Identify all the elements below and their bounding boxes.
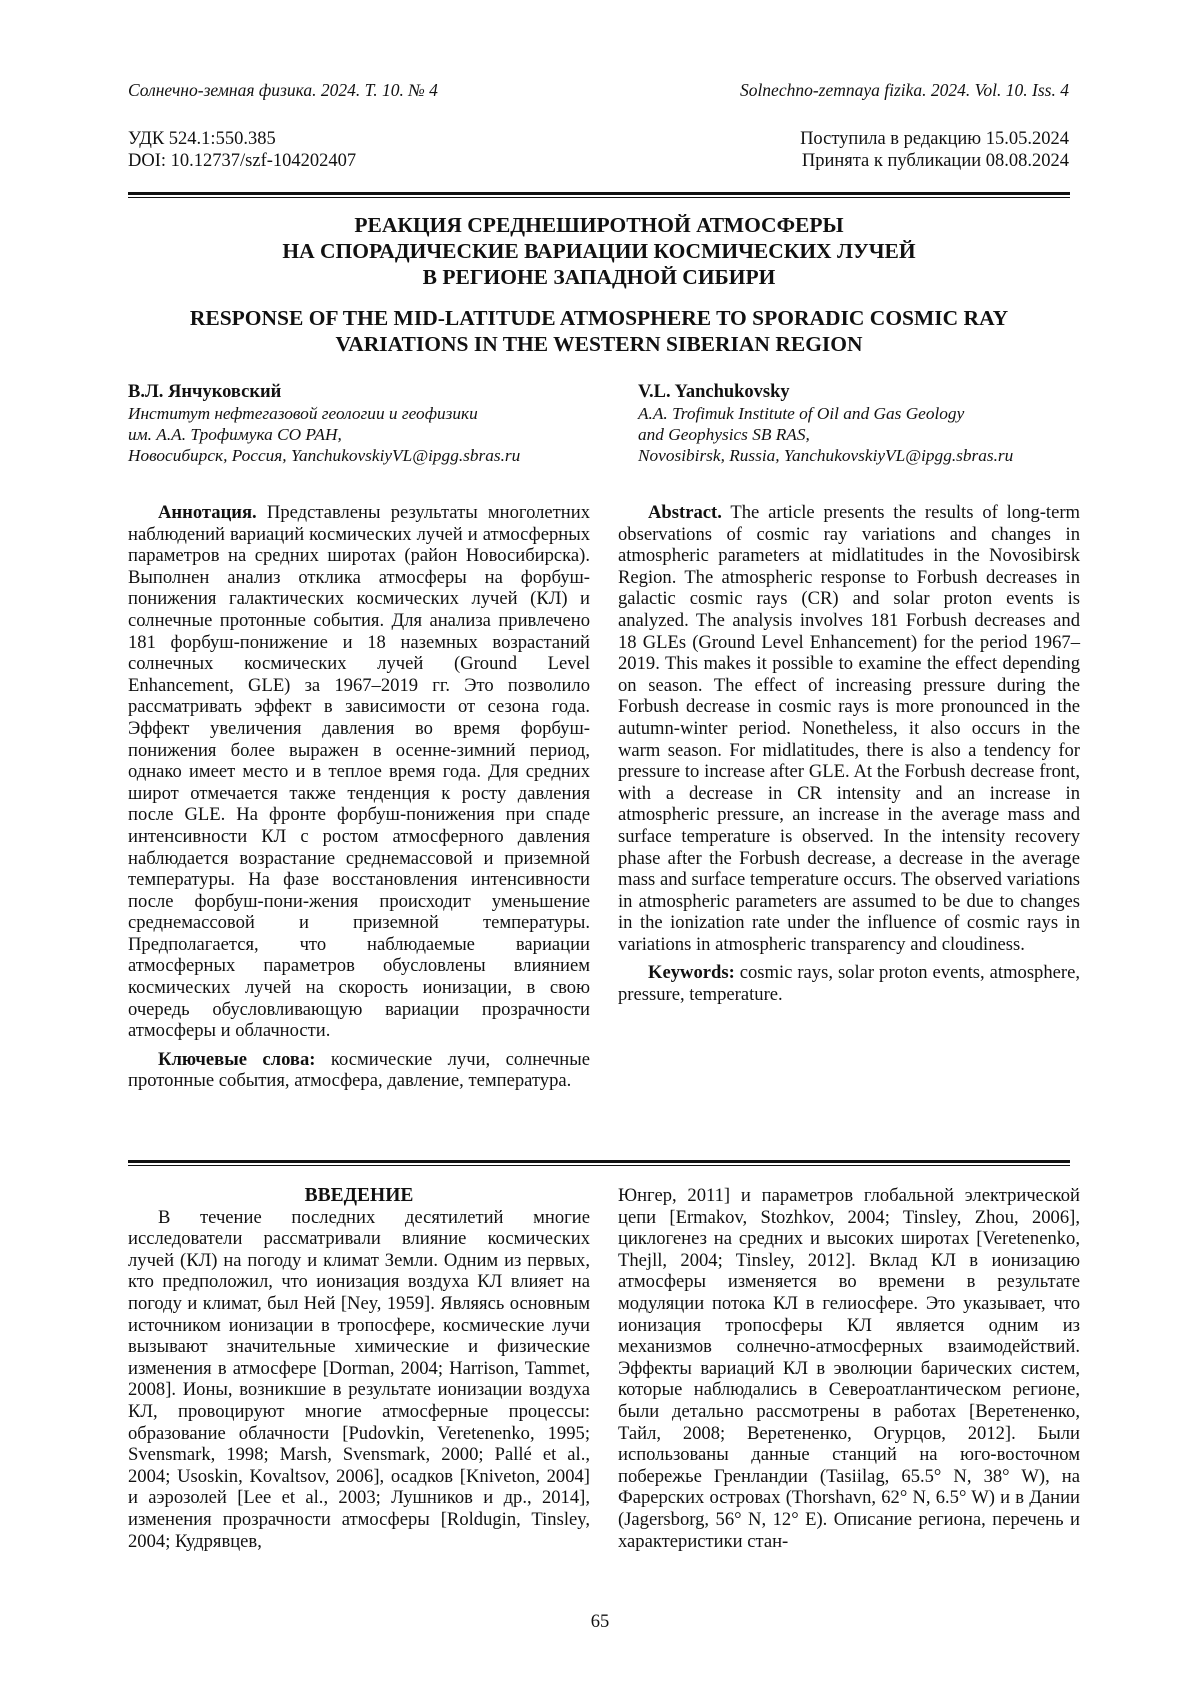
mid-rule-thin (128, 1165, 1070, 1166)
intro-paragraph: В течение последних десятилетий многие исследователи рассматривали влияние космических лучей (КЛ) на погоду и климат Земли. Одним из первых, кто предположил, что ионизация воздуха КЛ влияет на погоду и климат, был Ней [Ney, 1959]. Являясь основным источником ионизации в тропосфере, космические лучи вызывают значительные химические и физические изменения в атмосфере [Dorman, 2004; Harrison, Tammet, 2008]. Ионы, возникшие в результате ионизации воздуха КЛ, провоцируют многие атмосферные процессы: образование облачности [Pudovkin, Veretenenko, 1995; Svensmark, 1998; Marsh, Svensmark, 2000; Pallé et al., 2004; Usoskin, Kovaltsov, 2006], осадков [Kniveton, 2004] и аэрозолей [Lee et al., 2003; Лушников и др., 2014], изменения прозрачности атмосферы [Roldugin, Tinsley, 2004; Кудрявцев, (128, 1206, 590, 1552)
keywords-en-label: Keywords: (648, 962, 735, 984)
title-ru (128, 212, 1070, 290)
author-name-ru: В.Л. Янчуковский (128, 382, 282, 402)
accepted-date: Принята к публикации 08.08.2024 (801, 151, 1069, 171)
abstract-ru-text: Представлены результаты многолетних наблюдений вариаций космических лучей и атмосферных параметров на средних широтах (район Новосибирска). Выполнен анализ отклика атмосферы на форбуш-понижения галактических космических лучей (КЛ) и солнечные протонные события. Для анализа привлечено 181 форбуш-понижение и 18 наземных возрастаний солнечных космических лучей (Ground Level Enhancement, GLE) за 1967–2019 гг. Это позволило рассматривать эффект в зависимости от сезона года. Эффект увеличения давления во время форбуш-понижения более выражен в осенне-зимний период, однако имеет место и в теплое время года. Для средних широт отмечается также тенденция к росту давления после GLE. На фронте форбуш-понижения при спаде интенсивности КЛ с ростом атмосферного давления наблюдается возрастание среднемассовой и приземной температуры. На фазе восстановления интенсивности после форбуш-пони-жения происходит уменьшение среднемассовой и приземной температуры. Предполагается, что наблюдаемые вариации атмосферных параметров обусловлены влиянием космических лучей на скорость ионизации, в свою очередь обусловливающую вариации прозрачности атмосферы и облачности. (128, 502, 590, 1042)
abstract-en-text: The article presents the results of long-term observations of cosmic ray variations and changes in atmospheric parameters at midlatitudes in the Novosibirsk Region. The atmospheric response to Forbush decreases in galactic cosmic rays (CR) and solar proton events is analyzed. The analysis involves 181 Forbush decreases and 18 GLEs (Ground Level Enhancement) for the period 1967–2019. This makes it possible to examine the effect depending on season. The effect of increasing pressure during the Forbush decrease in cosmic rays is more pronounced in the autumn-winter period. Nonetheless, it also occurs in the warm season. For midlatitudes, there is also a tendency for pressure to increase after GLE. At the Forbush decrease front, with a decrease in CR intensity and an increase in atmospheric pressure, an increase in the average mass and surface temperature is observed. In the intensity recovery phase after the Forbush decrease, a decrease in the average mass and surface temperature occurs. The observed variations in atmospheric parameters are assumed to be due to changes in the ionization rate under the influence of cosmic rays in variations in atmospheric transparency and cloudiness. (618, 502, 1081, 955)
affil-line: and Geophysics SB RAS, (638, 425, 810, 444)
article-dates (800, 128, 1069, 172)
top-rule (128, 192, 1070, 195)
affil-line: Новосибирск, Россия, YanchukovskiyVL@ipgg.sbras.ru (128, 446, 521, 465)
keywords-ru-text: космические лучи, солнечные протонные события, атмосфера, давление, температура. (128, 1048, 590, 1092)
title-ru-line: НА СПОРАДИЧЕСКИЕ ВАРИАЦИИ КОСМИЧЕСКИХ ЛУЧЕЙ (282, 239, 916, 263)
title-ru-line: В РЕГИОНЕ ЗАПАДНОЙ СИБИРИ (422, 265, 776, 289)
received-date: Поступила в редакцию 15.05.2024 (800, 129, 1069, 149)
mid-rule (128, 1160, 1070, 1163)
affiliation-en (638, 403, 1078, 466)
doi: DOI: 10.12737/szf-104202407 (128, 151, 357, 171)
author-en-block (638, 381, 1078, 466)
author-ru-block (128, 381, 588, 466)
udk: УДК 524.1:550.385 (128, 129, 276, 149)
title-en-line: VARIATIONS IN THE WESTERN SIBERIAN REGION (335, 332, 863, 356)
title-ru-line: РЕАКЦИЯ СРЕДНЕШИРОТНОЙ АТМОСФЕРЫ (354, 213, 844, 237)
abstract-en (618, 502, 1080, 1006)
title-en-line: RESPONSE OF THE MID-LATITUDE ATMOSPHERE TO SPORADIC COSMIC RAY (189, 306, 1009, 330)
affil-line: A.A. Trofimuk Institute of Oil and Gas Geology (638, 404, 965, 423)
keywords-en-text: cosmic rays, solar proton events, atmosphere, pressure, temperature. (618, 962, 1080, 1006)
keywords-ru-label: Ключевые слова: (158, 1048, 316, 1070)
affil-line: им. А.А. Трофимука СО РАН, (128, 425, 342, 444)
affil-line: Novosibirsk, Russia, YanchukovskiyVL@ipgg.sbras.ru (638, 446, 1014, 465)
affiliation-ru (128, 403, 588, 466)
top-rule-thin (128, 197, 1070, 198)
journal-header-ru: Солнечно-земная физика. 2024. Т. 10. № 4 (128, 80, 438, 100)
abstract-ru (128, 502, 590, 1092)
keywords-en (618, 962, 1080, 1005)
page-number: 65 (590, 1612, 610, 1632)
abstract-en-paragraph (618, 502, 1080, 955)
title-en (128, 305, 1070, 357)
journal-header-en: Solnechno-zemnaya fizika. 2024. Vol. 10. Iss. 4 (739, 80, 1069, 100)
section-heading-introduction: ВВЕДЕНИЕ (304, 1185, 414, 1206)
intro-left-column (128, 1185, 590, 1552)
abstract-en-label: Abstract. (648, 502, 722, 523)
keywords-ru (128, 1049, 590, 1092)
article-ids (128, 128, 356, 172)
abstract-ru-paragraph (128, 502, 590, 1042)
intro-paragraph-continued: Юнгер, 2011] и параметров глобальной электрической цепи [Ermakov, Stozhkov, 2004; Tinsley, Zhou, 2006], циклогенез на средних и высоких широтах [Veretenenko, Thejll, 2004; Tinsley, 2012]. Вклад КЛ в ионизацию атмосферы изменяется во времени в результате модуляции потока КЛ в гелиосфере. Это указывает, что ионизация тропосферы КЛ является одним из механизмов солнечно-атмосферных взаимодействий. Эффекты вариаций КЛ в эволюции барических систем, которые наблюдались в Североатлантическом регионе, были детально рассмотрены в работах [Веретененко, Тайл, 2008; Веретененко, Огурцов, 2012]. Были использованы данные станций на юго-восточном побережье Гренландии (Tasiilag, 65.5° N, 38° W), на Фарерских островах (Thorshavn, 62° N, 6.5° W) и в Дании (Jagersborg, 56° N, 12° E). Описание региона, перечень и характеристики стан- (618, 1185, 1080, 1552)
intro-right-column (618, 1185, 1080, 1552)
affil-line: Институт нефтегазовой геологии и геофизики (128, 404, 478, 423)
author-name-en: V.L. Yanchukovsky (638, 382, 790, 402)
abstract-ru-label: Аннотация. (158, 502, 257, 523)
